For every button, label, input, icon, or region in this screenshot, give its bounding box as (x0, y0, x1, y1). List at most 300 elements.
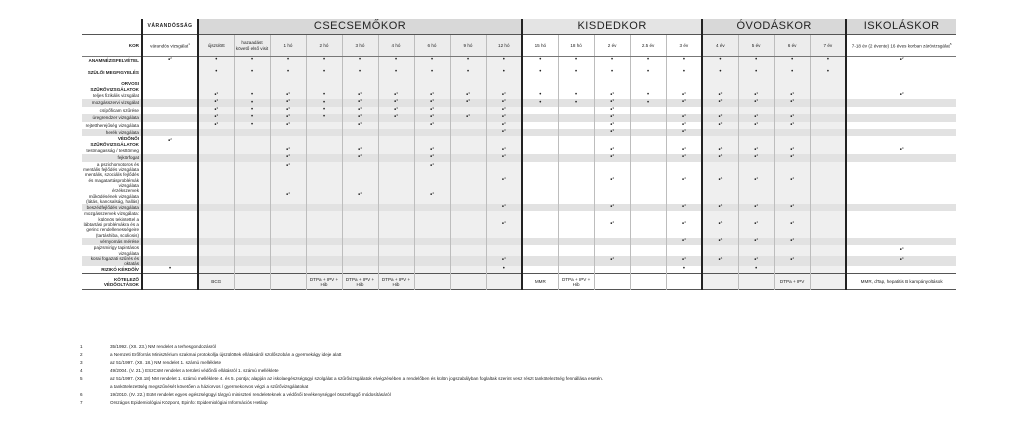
check-dot-icon: • (681, 99, 685, 106)
check-dot-icon: • (718, 204, 721, 211)
schedule-cell (630, 245, 666, 256)
schedule-row (82, 266, 956, 273)
schedule-cell (738, 188, 774, 204)
schedule-cell (522, 99, 558, 106)
check-dot-icon: • (718, 238, 721, 245)
schedule-cell (702, 99, 738, 106)
check-dot-icon: • (501, 147, 505, 154)
schedule-cell (270, 122, 306, 129)
schedule-cell (738, 57, 774, 65)
schedule-cell (378, 57, 414, 65)
schedule-cell (378, 92, 414, 99)
schedule-cell (846, 256, 956, 267)
row-label: testmagasság / testtömeg (86, 148, 139, 154)
footnote-text: a Nemzeti Erőforrás Minisztérium szakmai protokollja újszülöttek ellátásáról szülőszobán a gyermekágy ideje alatt (110, 352, 342, 357)
schedule-cell (846, 154, 956, 161)
check-dot-icon: • (502, 57, 505, 64)
footnote-number: 7 (80, 400, 83, 405)
footnote-ref: 3 (504, 114, 506, 118)
schedule-cell (414, 107, 450, 114)
check-dot-icon: • (358, 99, 361, 106)
row-label: úregrendzer vizsgálata (92, 115, 139, 121)
check-dot-icon: • (215, 57, 218, 64)
schedule-cell (142, 107, 198, 114)
footnote-ref: 3 (432, 106, 434, 110)
schedule-cell (414, 129, 450, 136)
schedule-cell (414, 92, 450, 99)
schedule-cell (142, 274, 198, 290)
check-dot-icon: • (681, 92, 685, 99)
schedule-cell (810, 162, 846, 173)
schedule-cell (198, 147, 234, 154)
schedule-cell (270, 57, 306, 65)
schedule-cell (846, 204, 956, 211)
footnote-ref: 2 (170, 136, 172, 141)
schedule-cell (486, 129, 522, 136)
schedule-cell (306, 154, 342, 161)
schedule-cell (142, 154, 198, 161)
footnote-ref: 4 (504, 204, 506, 208)
schedule-cell (486, 92, 522, 99)
schedule-cell (594, 188, 630, 204)
schedule-cell (810, 136, 846, 147)
schedule-cell (198, 172, 234, 188)
schedule-cell (846, 136, 956, 147)
check-dot-icon: • (430, 107, 433, 114)
age-column-label: 2 év (607, 42, 617, 48)
footnote-ref: 4 (504, 154, 506, 158)
schedule-cell (666, 162, 702, 173)
schedule-cell (594, 57, 630, 65)
schedule-cell (414, 256, 450, 267)
schedule-cell (702, 188, 738, 204)
schedule-cell (702, 172, 738, 188)
check-dot-icon: • (358, 122, 361, 129)
schedule-cell (594, 122, 630, 129)
schedule-cell (666, 57, 702, 65)
check-dot-icon: • (899, 247, 902, 254)
schedule-cell (486, 238, 522, 245)
schedule-cell (198, 211, 234, 237)
footnote-number: 3 (80, 360, 83, 365)
schedule-cell (414, 136, 450, 147)
schedule-cell (234, 136, 270, 147)
schedule-row (82, 114, 956, 121)
check-dot-icon: • (755, 69, 758, 76)
footnote-ref: 4 (360, 154, 362, 158)
age-column-label: 6 év (787, 42, 797, 48)
schedule-cell (142, 204, 198, 211)
footnote-ref: 3 (432, 114, 434, 118)
check-dot-icon: • (539, 69, 542, 76)
schedule-cell (702, 266, 738, 273)
schedule-cell (810, 122, 846, 129)
schedule-cell (558, 129, 594, 136)
check-dot-icon: • (610, 107, 613, 114)
schedule-cell (558, 81, 594, 92)
schedule-cell (270, 92, 306, 99)
schedule-cell (522, 162, 558, 173)
schedule-cell (486, 147, 522, 154)
schedule-cell (234, 172, 270, 188)
schedule-cell (738, 114, 774, 121)
schedule-cell (846, 147, 956, 154)
footnote-ref: 3 (468, 99, 470, 103)
check-dot-icon: • (647, 57, 650, 64)
schedule-cell (450, 162, 486, 173)
schedule-cell (630, 136, 666, 147)
schedule-cell (270, 188, 306, 204)
check-dot-icon: • (754, 257, 757, 264)
schedule-cell (702, 136, 738, 147)
footnote-ref: 4 (288, 146, 290, 150)
check-dot-icon: • (610, 147, 613, 154)
footnote-ref: 3 (756, 99, 759, 103)
schedule-cell (702, 274, 738, 290)
footnote-ref: 3 (612, 128, 614, 132)
schedule-cell (378, 69, 414, 76)
schedule-row (82, 99, 956, 106)
schedule-cell (810, 57, 846, 65)
schedule-cell (142, 129, 198, 136)
check-dot-icon: • (718, 177, 721, 184)
schedule-cell (702, 238, 738, 245)
schedule-cell (738, 274, 774, 290)
schedule-cell (774, 107, 810, 114)
row-label: herék vizsgálata (105, 130, 139, 136)
check-dot-icon: • (286, 69, 290, 76)
check-dot-icon: • (214, 92, 217, 99)
schedule-cell (774, 129, 810, 136)
check-dot-icon: • (899, 92, 902, 99)
schedule-cell (486, 114, 522, 121)
footnote-ref: 3 (901, 91, 904, 95)
footnote-ref: 3 (684, 128, 686, 132)
schedule-cell (774, 57, 810, 65)
schedule-cell (666, 136, 702, 147)
schedule-cell (450, 204, 486, 211)
schedule-cell (594, 256, 630, 267)
footnote-ref: 4 (288, 162, 290, 167)
schedule-cell (142, 114, 198, 121)
schedule-cell (810, 69, 846, 76)
schedule-cell (702, 57, 738, 65)
schedule-cell (846, 172, 956, 188)
schedule-cell (558, 114, 594, 121)
footnote-ref: 3 (684, 114, 686, 118)
schedule-cell (702, 107, 738, 114)
schedule-cell (630, 92, 666, 99)
row-label: ORVOSI SZŰRŐVIZSGÁLATOK (90, 81, 139, 92)
footnote-number: 1 (80, 344, 83, 349)
schedule-cell (234, 69, 270, 76)
footnote-text: Országos Epidemiológiai Központ, Epinfo: Epidemiológiai Információs Hetilap (110, 400, 268, 405)
schedule-cell (810, 92, 846, 99)
schedule-cell (234, 256, 270, 267)
schedule-cell (702, 81, 738, 92)
row-label: ANAMNÉZISFELVÉTEL (88, 58, 139, 64)
row-label: a pszichomotoros és mentális fejlődés vizsgálata (83, 161, 139, 173)
schedule-cell (198, 107, 234, 114)
footnote-ref: 3 (360, 114, 362, 118)
check-dot-icon: • (286, 192, 289, 199)
row-label: beszédfejlődés vizsgálata (86, 205, 139, 211)
footnote-ref: 4 (504, 146, 506, 150)
schedule-cell (630, 147, 666, 154)
schedule-cell (414, 188, 450, 204)
check-dot-icon: • (430, 57, 434, 64)
schedule-cell (810, 172, 846, 188)
schedule-cell (558, 211, 594, 237)
check-dot-icon: • (430, 147, 433, 154)
schedule-cell (342, 99, 378, 106)
schedule-cell (486, 172, 522, 188)
schedule-cell (450, 122, 486, 129)
age-column-header (702, 35, 738, 57)
row-label: csípőficam szűrése (99, 107, 139, 113)
check-dot-icon: • (430, 122, 433, 129)
check-dot-icon: • (681, 177, 685, 184)
schedule-cell (666, 204, 702, 211)
check-dot-icon: • (502, 69, 505, 76)
row-label: korai fogazati szűrés és oktatás (90, 255, 139, 267)
age-column-header (306, 35, 342, 57)
check-dot-icon: • (466, 99, 469, 106)
schedule-cell (738, 92, 774, 99)
check-dot-icon: • (286, 154, 289, 161)
schedule-cell (522, 136, 558, 147)
schedule-cell (270, 99, 306, 106)
schedule-cell (414, 245, 450, 256)
schedule-cell (702, 69, 738, 76)
schedule-cell (342, 92, 378, 99)
footnote-row (80, 391, 950, 399)
schedule-cell (702, 114, 738, 121)
check-dot-icon: • (611, 69, 614, 76)
footnote-ref: 4 (432, 154, 434, 158)
schedule-row (82, 154, 956, 161)
footnote-ref: 4 (792, 256, 795, 261)
schedule-cell (378, 114, 414, 121)
footnote-ref: 3 (360, 99, 362, 103)
check-dot-icon: • (826, 69, 829, 76)
age-column-label: 12 hó (498, 42, 510, 48)
footnote-ref: 3 (288, 106, 290, 110)
check-dot-icon: • (250, 57, 254, 64)
schedule-cell (558, 69, 594, 76)
row-label: RIZIKÓ KÉRDŐÍV (101, 267, 139, 273)
check-dot-icon: • (322, 57, 326, 64)
check-dot-icon: • (358, 107, 361, 114)
group-preschool: ÓVODÁSKOR (702, 19, 846, 35)
schedule-cell (666, 92, 702, 99)
schedule-cell (378, 122, 414, 129)
age-column-label: 3 hó (355, 42, 365, 48)
footnote-ref: 4 (612, 256, 614, 261)
footnote-ref: 3 (216, 99, 219, 103)
check-dot-icon: • (899, 57, 902, 64)
schedule-row (82, 188, 956, 204)
schedule-cell (810, 154, 846, 161)
schedule-cell (234, 129, 270, 136)
footnote-row (80, 351, 950, 359)
schedule-cell (342, 172, 378, 188)
footnote-ref: 4 (504, 256, 506, 261)
footnote-ref: 4 (720, 154, 723, 158)
schedule-cell (342, 122, 378, 129)
schedule-cell (522, 92, 558, 99)
schedule-cell (774, 245, 810, 256)
footnote-ref: 4 (720, 204, 723, 208)
schedule-cell (594, 204, 630, 211)
check-dot-icon: • (501, 122, 505, 129)
check-dot-icon: • (501, 114, 505, 121)
check-dot-icon: • (790, 221, 793, 228)
schedule-cell (486, 99, 522, 106)
check-dot-icon: • (718, 147, 721, 154)
footnote-ref: 3 (216, 91, 219, 95)
footnote-ref: 4 (901, 146, 904, 150)
schedule-cell (342, 154, 378, 161)
footnote-text: 35/1992. (XII. 23.) NM rendelet a terhesgondozásról (110, 344, 216, 349)
footnote-ref: 2 (170, 56, 172, 60)
schedule-row (82, 107, 956, 114)
footnotes (80, 343, 950, 407)
footnote-text: a tankötelezettség megszűnését követően a háziorvos / gyermekorvos végzi a szűrővizsgálatokat (110, 384, 309, 389)
schedule-cell (198, 188, 234, 204)
row-label: mentális, szociális fejlődés és magatartásproblémák vizsgálata (84, 172, 139, 188)
schedule-cell (522, 204, 558, 211)
schedule-cell (306, 92, 342, 99)
schedule-cell (594, 69, 630, 76)
schedule-cell (630, 57, 666, 65)
schedule-cell (378, 136, 414, 147)
check-dot-icon: • (647, 99, 650, 106)
schedule-cell (306, 114, 342, 121)
age-column-label: 4 év (716, 42, 725, 48)
schedule-cell (810, 211, 846, 237)
schedule-cell (630, 99, 666, 106)
schedule-cell (738, 136, 774, 147)
schedule-cell (810, 238, 846, 245)
schedule-cell (738, 154, 774, 161)
schedule-cell (270, 81, 306, 92)
footnote-ref: 3 (756, 91, 759, 95)
age-column-header-row (82, 35, 956, 57)
schedule-cell (486, 122, 522, 129)
age-column-label: 5 év (751, 42, 761, 48)
schedule-cell (378, 129, 414, 136)
schedule-cell (142, 147, 198, 154)
footnote-ref: 3 (504, 128, 506, 132)
check-dot-icon: • (610, 154, 613, 161)
schedule-cell (486, 266, 522, 273)
check-dot-icon: • (647, 92, 650, 99)
group-toddler: KISDEDKOR (522, 19, 702, 35)
schedule-cell (306, 69, 342, 76)
schedule-cell: DTPa + IPV + Hib (558, 274, 594, 290)
check-dot-icon: • (214, 99, 217, 106)
check-dot-icon: • (322, 99, 326, 106)
footnote-ref: 3 (612, 99, 614, 103)
schedule-cell (142, 81, 198, 92)
schedule-cell (142, 162, 198, 173)
schedule-cell (810, 81, 846, 92)
age-column-header (486, 35, 522, 57)
schedule-cell (486, 211, 522, 237)
schedule-cell: BCG (198, 274, 234, 290)
schedule-cell (558, 172, 594, 188)
schedule-cell (666, 266, 702, 273)
schedule-cell (630, 81, 666, 92)
schedule-cell: DTPa + IPV + Hib (378, 274, 414, 290)
check-dot-icon: • (168, 138, 171, 145)
check-dot-icon: • (286, 147, 289, 154)
check-dot-icon: • (718, 99, 721, 106)
schedule-cell (846, 99, 956, 106)
schedule-cell (486, 188, 522, 204)
schedule-cell (558, 122, 594, 129)
check-dot-icon: • (358, 154, 361, 161)
schedule-cell (306, 107, 342, 114)
check-dot-icon: • (610, 114, 613, 121)
schedule-cell (234, 245, 270, 256)
age-column-label: 7 év (823, 42, 833, 48)
check-dot-icon: • (575, 92, 578, 99)
schedule-cell (234, 274, 270, 290)
schedule-cell (522, 114, 558, 121)
schedule-cell (846, 188, 956, 204)
footnote-ref: 3 (432, 99, 434, 103)
schedule-cell (594, 172, 630, 188)
footnote-row (80, 367, 950, 375)
footnote-ref: 3 (288, 99, 290, 103)
schedule-cell (414, 204, 450, 211)
check-dot-icon: • (790, 204, 793, 211)
footnote-number: 4 (80, 368, 83, 373)
schedule-cell (738, 107, 774, 114)
footnote-ref: 4 (720, 146, 723, 150)
schedule-row (82, 245, 956, 256)
schedule-cell (594, 274, 630, 290)
schedule-cell (594, 154, 630, 161)
schedule-cell (738, 238, 774, 245)
age-column-label: 1 hó (283, 42, 293, 48)
check-dot-icon: • (358, 147, 361, 154)
row-label: rejtettherejűség vizsgálata (85, 122, 139, 128)
age-column-header (234, 35, 270, 57)
schedule-cell (270, 136, 306, 147)
schedule-cell (522, 81, 558, 92)
schedule-cell (450, 245, 486, 256)
schedule-cell (342, 114, 378, 121)
footnote-ref: 4 (432, 191, 434, 196)
schedule-cell (270, 238, 306, 245)
check-dot-icon: • (430, 92, 433, 99)
schedule-cell (234, 92, 270, 99)
group-infancy: CSECSEMŐKOR (198, 19, 522, 35)
check-dot-icon: • (286, 114, 289, 121)
schedule-cell (450, 69, 486, 76)
schedule-cell (270, 147, 306, 154)
schedule-cell (414, 122, 450, 129)
schedule-cell (342, 188, 378, 204)
footnote-ref: 3 (216, 106, 219, 110)
footnote-ref: 4 (684, 256, 686, 261)
schedule-cell (630, 266, 666, 273)
check-dot-icon: • (430, 154, 433, 161)
schedule-cell (342, 57, 378, 65)
